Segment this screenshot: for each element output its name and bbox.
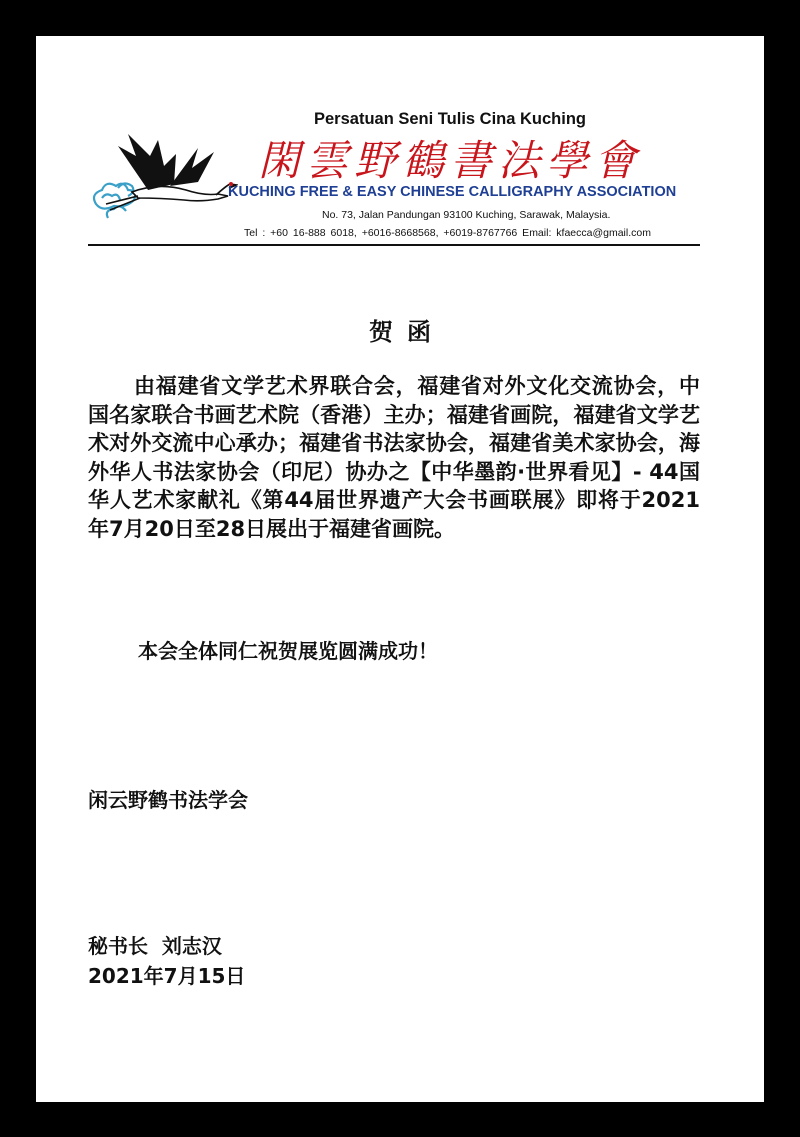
letter-page xyxy=(36,36,764,1102)
association-name-chinese: 閑雲野鶴書法學會 xyxy=(258,136,643,185)
association-name-malay: Persatuan Seni Tulis Cina Kuching xyxy=(314,110,586,128)
letter-title: 贺函 xyxy=(369,318,445,346)
letterhead-divider xyxy=(88,244,700,246)
signature-organization: 闲云野鹤书法学会 xyxy=(88,788,248,812)
signature-signer: 秘书长 刘志汉 xyxy=(88,934,222,958)
association-address: No. 73, Jalan Pandungan 93100 Kuching, Sarawak, Malaysia. xyxy=(322,209,611,221)
association-name-english: KUCHING FREE & EASY CHINESE CALLIGRAPHY ASSOCIATION xyxy=(228,184,677,200)
signature-date: 2021年7月15日 xyxy=(88,964,246,988)
crane-cloud-logo-icon xyxy=(88,126,238,226)
congratulation-line: 本会全体同仁祝贺展览圆满成功！ xyxy=(138,639,438,663)
association-contact: Tel : +60 16-888 6018, +6016-8668568, +6019-8767766 Email: kfaecca@gmail.com xyxy=(244,227,651,239)
letter-body-paragraph: 由福建省文学艺术界联合会，福建省对外文化交流协会，中国名家联合书画艺术院（香港）主办；福建省画院，福建省文学艺术对外交流中心承办；福建省书法家协会，福建省美术家协会，海外华人书法家协会（印尼）协办之【中华墨韵·世界看见】- 44国华人艺术家献礼《第44届世界遗产大会书画联展》即将于2021年7月20日至28日展出于福建省画院。 xyxy=(88,374,700,541)
letterhead xyxy=(36,36,764,256)
